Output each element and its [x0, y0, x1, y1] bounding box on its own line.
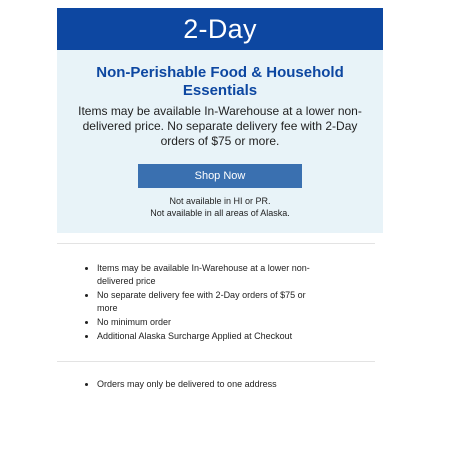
availability-line-alaska: Not available in all areas of Alaska.	[150, 208, 290, 218]
details-list	[89, 262, 317, 344]
divider	[57, 361, 375, 362]
availability-note	[57, 195, 383, 219]
divider	[57, 243, 375, 244]
list-item: • Orders may only be delivered to one address	[97, 378, 317, 391]
shop-now-button[interactable]: Shop Now	[138, 164, 302, 188]
promo-card	[57, 8, 383, 233]
notes-list	[89, 378, 317, 392]
header-title: 2-Day	[183, 13, 257, 44]
promo-title: Non-Perishable Food & Household Essentials	[96, 64, 344, 99]
promo-description: Items may be available In-Warehouse at a lower non-delivered price. No separate delivery fee with 2-Day orders of $75 or more.	[78, 104, 362, 148]
availability-line-hi-pr: Not available in HI or PR.	[169, 196, 271, 206]
list-item: • No separate delivery fee with 2-Day orders of $75 or more	[97, 289, 317, 315]
list-item: • Additional Alaska Surcharge Applied at Checkout	[97, 330, 317, 343]
list-item: • Items may be available In-Warehouse at a lower non-delivered price	[97, 262, 317, 288]
list-item: • No minimum order	[97, 316, 317, 329]
header-banner	[57, 8, 383, 50]
promo-panel	[57, 50, 383, 233]
